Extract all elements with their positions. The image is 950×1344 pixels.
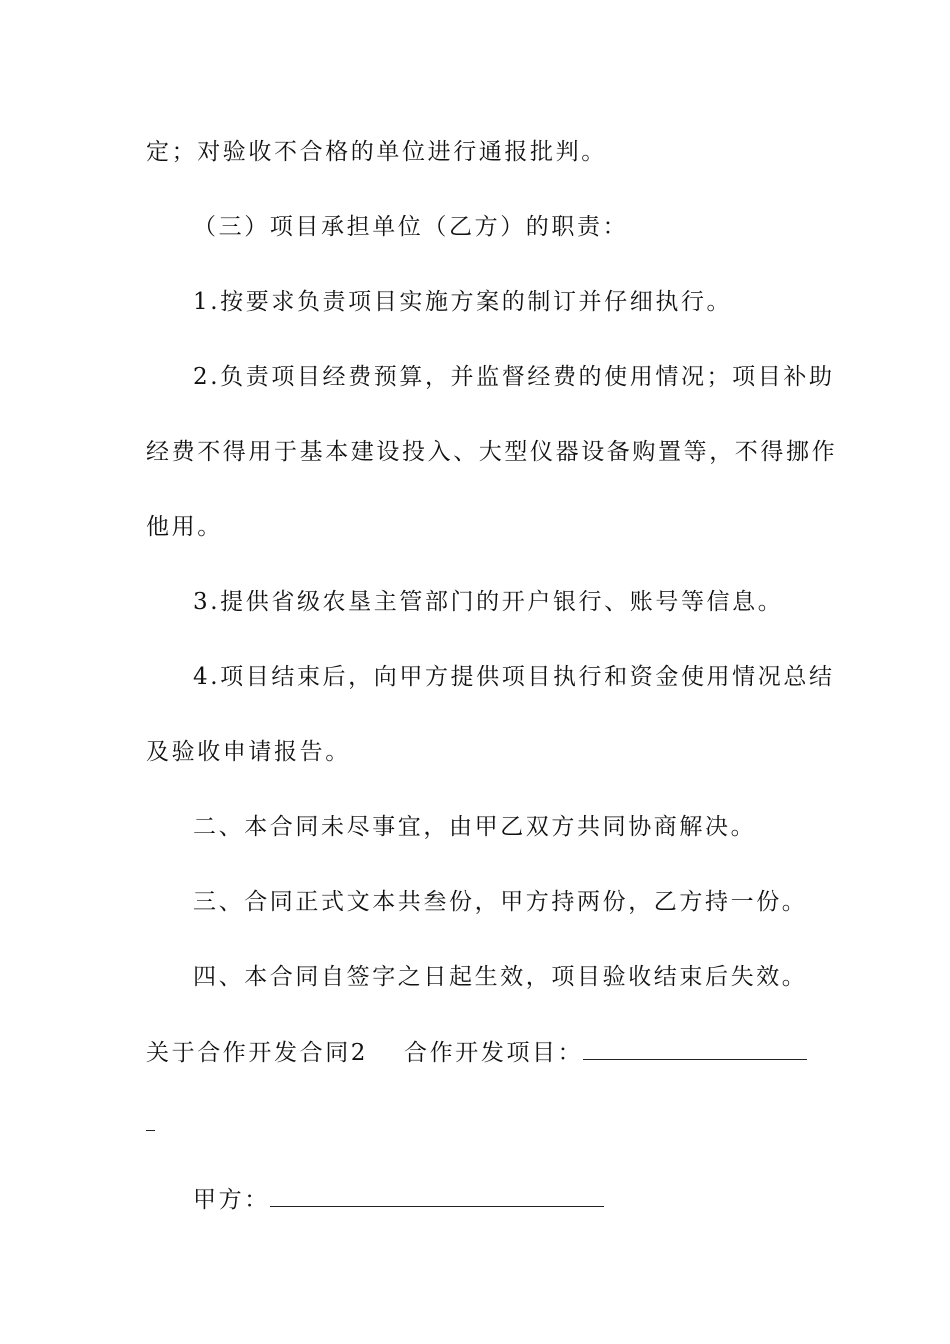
paragraph-line: 经费不得用于基本建设投入、大型仪器设备购置等，不得挪作: [146, 439, 838, 465]
party-a-blank-field[interactable]: [270, 1184, 604, 1207]
clause: 四、本合同自签字之日起生效，项目验收结束后失效。: [193, 964, 808, 990]
project-label: 合作开发项目：: [404, 1040, 584, 1066]
list-item: 1.按要求负责项目实施方案的制订并仔细执行。: [193, 289, 733, 315]
paragraph-line: 及验收申请报告。: [146, 739, 351, 765]
section-heading: （三）项目承担单位（乙方）的职责：: [193, 214, 629, 240]
contract-title-line: [146, 1037, 807, 1068]
paragraph-line: 他用。: [146, 514, 223, 540]
party-a-label: 甲方：: [193, 1187, 270, 1213]
party-a-line: [193, 1184, 604, 1215]
list-item: 4.项目结束后，向甲方提供项目执行和资金使用情况总结: [193, 664, 835, 690]
list-item: 3.提供省级农垦主管部门的开户银行、账号等信息。: [193, 589, 784, 615]
blank-continuation: [146, 1130, 155, 1131]
list-item: 2.负责项目经费预算，并监督经费的使用情况；项目补助: [193, 364, 835, 390]
paragraph-line: 定；对验收不合格的单位进行通报批判。: [146, 139, 607, 165]
clause: 三、合同正式文本共叁份，甲方持两份，乙方持一份。: [193, 889, 808, 915]
clause: 二、本合同未尽事宜，由甲乙双方共同协商解决。: [193, 814, 757, 840]
project-blank-field[interactable]: [583, 1037, 807, 1060]
contract-title: 关于合作开发合同2: [146, 1040, 369, 1066]
